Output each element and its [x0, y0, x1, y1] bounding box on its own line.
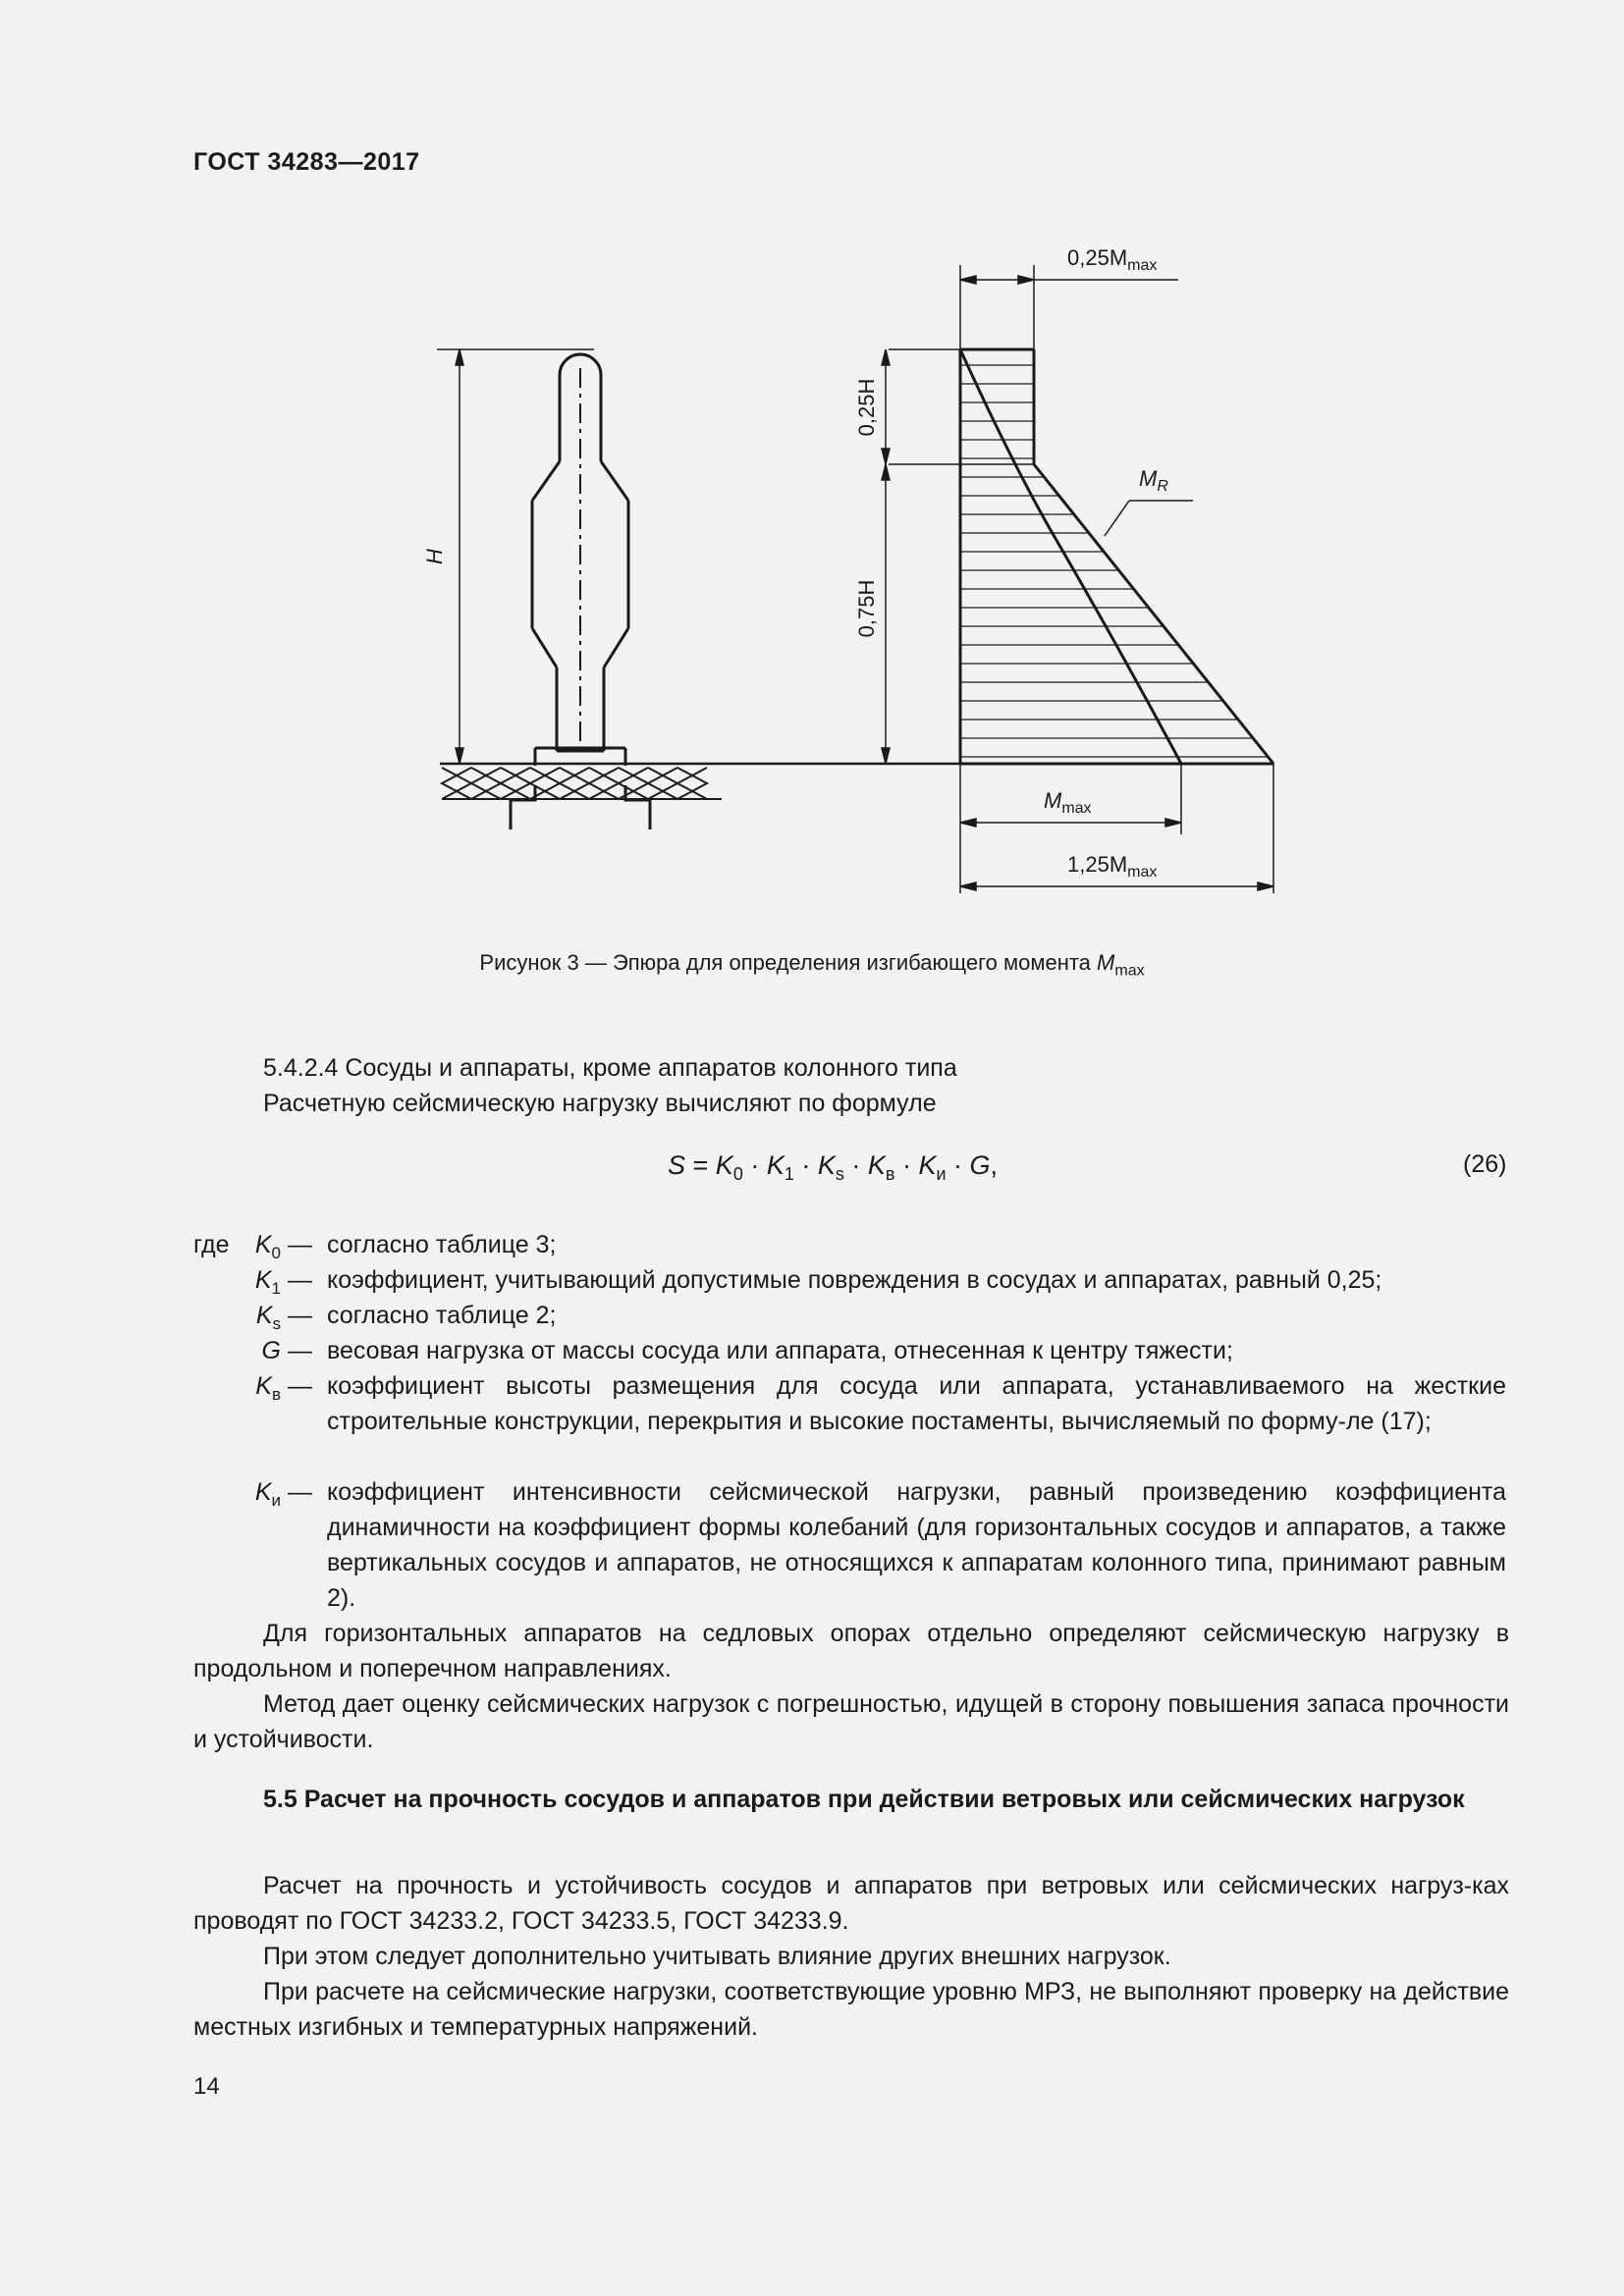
caption-sub: max	[1114, 962, 1145, 980]
label-mr	[1139, 466, 1168, 495]
definition-dash: —	[288, 1372, 312, 1400]
f-subs: s	[835, 1164, 844, 1184]
paragraph-5-5-2: При этом следует дополнительно учитывать влияние других внешних нагрузок.	[263, 1943, 1171, 1970]
f-kv: K	[867, 1150, 886, 1180]
paragraph-method: Метод дает оценку сейсмических нагрузок с погрешностью, идущей в сторону повышения запаса прочности и устойчивости.	[193, 1690, 1509, 1753]
ground-hatch	[442, 768, 722, 799]
definition-text: согласно таблице 3;	[327, 1231, 557, 1258]
f-subv: в	[885, 1164, 895, 1184]
label-mr-main: M	[1139, 466, 1158, 491]
def-sym-4: K	[255, 1372, 272, 1400]
f-sub0: 0	[732, 1164, 743, 1184]
def-sub-1: 1	[271, 1279, 281, 1298]
definition-dash: —	[288, 1266, 312, 1294]
page-number: 14	[193, 2073, 220, 2100]
label-075h: 0,75H	[854, 579, 879, 638]
caption-symbol: M	[1097, 950, 1115, 975]
paragraph-horizontal: Для горизонтальных аппаратов на седловых опорах отдельно определяют сейсмическую нагрузку в продольном и поперечном направлениях.	[193, 1620, 1509, 1682]
paragraph-5-5-3: При расчете на сейсмические нагрузки, соответствующие уровню МРЗ, не выполняют проверку на действие местных изгибных и температурных напряжений.	[193, 1978, 1509, 2041]
label-025h: 0,25H	[854, 378, 879, 437]
definition-text: весовая нагрузка от массы сосуда или аппарата, отнесенная к центру тяжести;	[327, 1337, 1233, 1364]
caption-text: Рисунок 3 — Эпюра для определения изгибающего момента	[479, 950, 1098, 975]
formula-26	[668, 1150, 998, 1185]
h-dimension	[437, 349, 594, 764]
f-dot5: ·	[946, 1150, 970, 1180]
label-025mmax	[1067, 245, 1157, 274]
f-ki: K	[918, 1150, 937, 1180]
f-subi: и	[936, 1164, 947, 1184]
f-dot3: ·	[843, 1150, 868, 1180]
f-dot4: ·	[894, 1150, 919, 1180]
definition-text: коэффициент, учитывающий допустимые повреждения в сосудах и аппаратах, равный 0,25;	[327, 1266, 1382, 1294]
def-sub-0: 0	[271, 1244, 281, 1262]
figure-caption	[0, 950, 1624, 980]
definition-symbol	[193, 1368, 281, 1413]
moment-epure	[960, 349, 1273, 764]
f-sub1: 1	[784, 1164, 794, 1184]
where-word: где	[193, 1231, 230, 1258]
definition-text: коэффициент интенсивности сейсмической нагрузки, равный произведению коэффициента динамичности на коэффициент формы колебаний (для горизонтальных сосудов и аппаратов, а также вертикальных сосудов и аппаратов, не относящихся к аппаратам колонного типа, принимают равным 2).	[327, 1478, 1506, 1612]
document-header: ГОСТ 34283—2017	[193, 148, 420, 176]
equation-number: (26)	[1463, 1150, 1507, 1178]
f-ks: K	[817, 1150, 836, 1180]
def-sym-2: K	[255, 1302, 273, 1329]
formula-intro: Расчетную сейсмическую нагрузку вычисляют по формуле	[263, 1090, 937, 1117]
def-sub-2: s	[272, 1314, 281, 1333]
definition-dash: —	[288, 1337, 312, 1364]
label-mmax-main: M	[1044, 788, 1062, 813]
section-title-5-5: 5.5 Расчет на прочность сосудов и аппаратов при действии ветровых или сейсмических нагрузок	[263, 1786, 1465, 1813]
f-k1: K	[766, 1150, 785, 1180]
label-mr-sub: R	[1157, 478, 1168, 495]
f-dot1: ·	[742, 1150, 767, 1180]
definition-dash: —	[288, 1478, 312, 1506]
definition-symbol	[193, 1474, 281, 1519]
f-g: G	[969, 1150, 991, 1180]
bending-moment-figure	[0, 0, 1624, 982]
f-tail: ,	[990, 1150, 999, 1180]
label-125mmax-sub: max	[1127, 864, 1158, 881]
f-k0: K	[715, 1150, 733, 1180]
definition-text: коэффициент высоты размещения для сосуда или аппарата, устанавливаемого на жесткие строительные конструкции, перекрытия и высокие постаменты, вычисляемый по форму-ле (17);	[327, 1372, 1506, 1435]
f-s: S	[668, 1150, 686, 1180]
label-025mmax-sub: max	[1127, 257, 1158, 274]
def-sub-5: и	[271, 1491, 281, 1510]
subsection-heading: 5.4.2.4 Сосуды и аппараты, кроме аппаратов колонного типа	[263, 1054, 957, 1082]
definition-text: согласно таблице 2;	[327, 1302, 557, 1329]
label-h: H	[422, 549, 447, 564]
def-sym-1: K	[254, 1266, 272, 1294]
definition-dash: —	[288, 1302, 312, 1329]
def-sym-3: G	[261, 1337, 281, 1364]
label-mmax-sub: max	[1061, 800, 1092, 817]
definition-dash: —	[288, 1231, 312, 1258]
def-sym-5: K	[254, 1478, 272, 1506]
def-sym-0: K	[254, 1231, 272, 1258]
f-eq: =	[685, 1150, 716, 1180]
paragraph-5-5-1: Расчет на прочность и устойчивость сосудов и аппаратов при ветровых или сейсмических нагруз-ках проводят по ГОСТ 34233.2, ГОСТ 34233.5, ГОСТ 34233.9.	[193, 1872, 1509, 1935]
label-125mmax-main: 1,25M	[1067, 852, 1128, 877]
f-dot2: ·	[793, 1150, 818, 1180]
label-025mmax-main: 0,25M	[1067, 245, 1128, 270]
label-125mmax	[1067, 852, 1157, 881]
def-sub-4: в	[271, 1385, 281, 1404]
label-mmax	[1044, 788, 1092, 817]
